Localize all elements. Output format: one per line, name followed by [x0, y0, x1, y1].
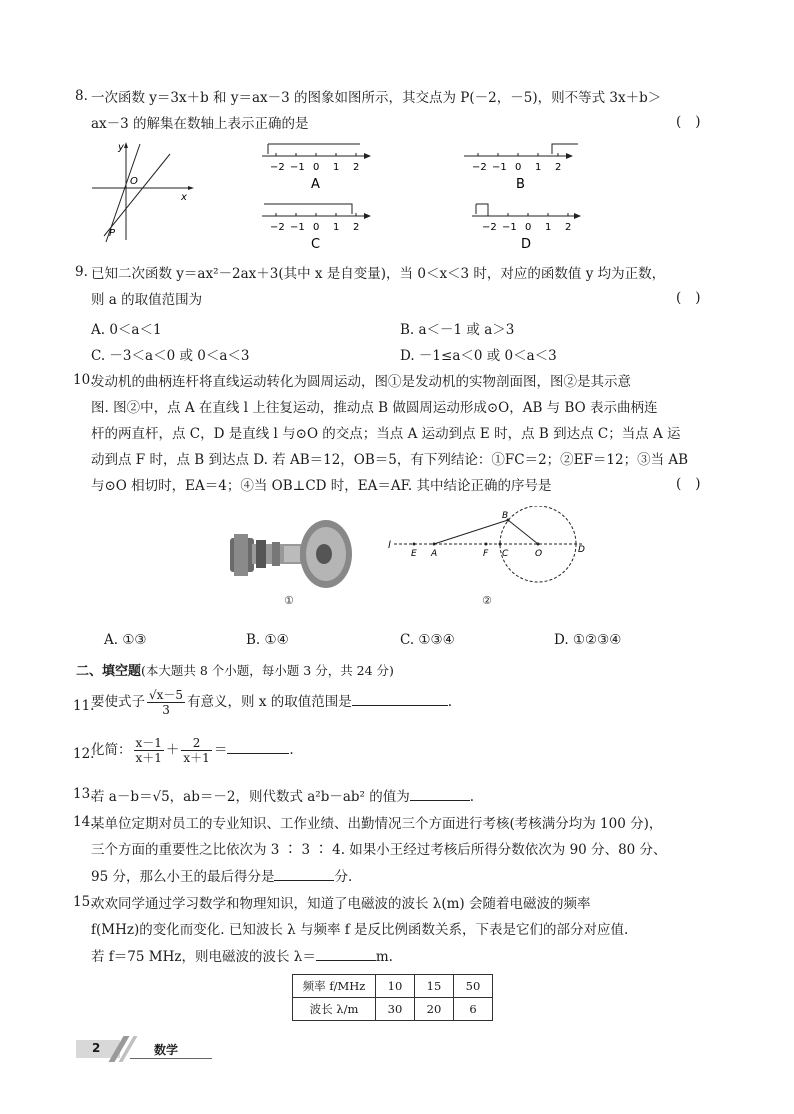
q10-text-line1: 发动机的曲柄连杆将直线运动转化为圆周运动，图①是发动机的实物剖面图，图②是其示意 — [91, 374, 631, 390]
section-title: 二、填空题 — [76, 664, 142, 679]
q13-statement: 若 a－b＝√5，ab＝－2，则代数式 a²b－ab² 的值为 — [91, 789, 410, 805]
fraction-denominator: 3 — [162, 703, 170, 717]
rod-bo — [508, 520, 538, 544]
label-a: A — [431, 549, 438, 559]
q10-number: 10. — [73, 372, 95, 388]
q10-text-line3: 杆的两直杆，点 C，D 是直线 l 与⊙O 的交点；当点 A 运动到点 E 时，点 B 到达点 C；当点 A 运 — [91, 426, 681, 442]
equals-sign: ＝ — [213, 742, 228, 758]
page-number: 2 — [92, 1041, 101, 1055]
section-note: (本大题共 8 个小题，每小题 3 分，共 24 分) — [141, 663, 394, 678]
tick-label: −2 — [270, 162, 285, 173]
table-cell: 30 — [376, 998, 415, 1021]
tick-label: −1 — [492, 162, 507, 173]
solution-ray — [476, 204, 488, 214]
q8-text-line1: 一次函数 y＝3x＋b 和 y＝ax－3 的图象如图所示，其交点为 P(－2，－5)，则不等式 3x＋b＞ — [91, 90, 662, 106]
q9-text-line1: 已知二次函数 y＝ax²－2ax＋3(其中 x 是自变量)，当 0＜x＜3 时，对应的函数值 y 均为正数， — [91, 266, 666, 282]
fraction-denominator: x＋1 — [135, 751, 162, 765]
rod-ab — [434, 520, 508, 544]
line-ax-minus-3 — [104, 154, 170, 236]
figure1-caption: ① — [284, 594, 294, 607]
q14-line3-text: 95 分，那么小王的最后得分是 — [91, 869, 275, 885]
tick-label: 2 — [565, 222, 572, 233]
q11-text — [91, 688, 452, 717]
tick-label: 2 — [353, 162, 360, 173]
q9-text-line2: 则 a 的取值范围为 — [91, 292, 203, 308]
tick-label: 0 — [313, 162, 320, 173]
label-l: l — [388, 540, 391, 551]
fraction-numerator: √x－5 — [149, 688, 184, 702]
q13-text — [91, 786, 474, 807]
label-o: O — [535, 549, 543, 559]
q15-frequency-table — [292, 974, 493, 1021]
table-row — [293, 975, 493, 998]
fraction-numerator: x－1 — [135, 736, 162, 750]
intersection-label: P — [109, 228, 116, 239]
fraction-numerator: 2 — [181, 736, 211, 751]
tick-label: 1 — [545, 222, 552, 233]
q10-text-line2: 图. 图②中，点 A 在直线 l 上往复运动，推动点 B 做圆周运动形成⊙O，AB 与 BO 表示曲柄连 — [91, 400, 658, 416]
tick-label: 2 — [353, 222, 360, 233]
table-cell: 10 — [376, 975, 415, 998]
axis-arrow-icon — [574, 213, 581, 219]
q12-number: 12. — [73, 746, 95, 762]
solution-ray — [264, 204, 352, 214]
origin-label: O — [130, 176, 138, 187]
q8-option-d-numberline — [468, 200, 588, 254]
q8-function-graph — [88, 140, 198, 244]
q15-end: m. — [375, 949, 393, 965]
table-row — [293, 998, 493, 1021]
option-letter: B — [516, 177, 525, 192]
tick-label: 0 — [313, 222, 320, 233]
q9-answer-paren: () — [676, 290, 715, 306]
table-cell: 20 — [415, 998, 454, 1021]
tick-label: 1 — [535, 162, 542, 173]
subject-label: 数学 — [154, 1043, 179, 1057]
tick-label: 1 — [333, 162, 340, 173]
q9-number: 9. — [75, 264, 88, 280]
q14-text-line1: 某单位定期对员工的专业知识、工作业绩、出勤情况三个方面进行考核(考核满分均为 100 分)， — [91, 816, 663, 832]
q13-end: . — [469, 789, 475, 805]
q10-option-b: B. ①④ — [246, 632, 289, 648]
q12-fraction-2 — [181, 736, 211, 765]
option-letter: A — [311, 177, 320, 192]
tick-label: −2 — [472, 162, 487, 173]
q10-crank-diagram — [384, 506, 594, 610]
tick-label: 0 — [525, 222, 532, 233]
q10-text-line5: 与⊙O 相切时，EA＝4；④当 OB⊥CD 时，EA＝AF. 其中结论正确的序号是 — [91, 478, 552, 494]
q10-text-line4: 动到点 F 时，点 B 到达点 D. 若 AB＝12，OB＝5，有下列结论：①FC＝2；②EF＝12；③当 AB — [91, 452, 689, 468]
q9-option-c: C. －3＜a＜0 或 0＜a＜3 — [91, 348, 250, 364]
q15-answer-blank[interactable] — [316, 946, 376, 961]
tick-label: 2 — [555, 162, 562, 173]
q13-number: 13. — [73, 786, 95, 802]
q8-number: 8. — [75, 88, 88, 104]
q11-fraction — [147, 688, 185, 717]
q11-prefix: 要使式子 — [91, 694, 145, 710]
y-axis-arrow-icon — [124, 142, 128, 148]
label-e: E — [411, 549, 417, 559]
table-cell: 6 — [454, 998, 493, 1021]
x-axis-label: x — [181, 192, 187, 203]
q10-engine-photo — [226, 510, 366, 610]
tick-label: −1 — [290, 222, 305, 233]
q15-text-line3 — [91, 946, 393, 967]
table-header-cell: 频率 f/MHz — [293, 975, 376, 998]
q8-option-c-numberline — [258, 200, 378, 254]
q14-text-line3 — [91, 866, 352, 887]
q9-option-a: A. 0＜a＜1 — [91, 322, 162, 338]
y-axis-label: y — [118, 142, 124, 153]
option-letter: D — [521, 237, 532, 252]
tick-label: −1 — [290, 162, 305, 173]
q10-option-c: C. ①③④ — [400, 632, 455, 648]
q10-option-a: A. ①③ — [104, 632, 147, 648]
table-cell: 15 — [415, 975, 454, 998]
tick-label: −2 — [482, 222, 497, 233]
q11-number: 11. — [73, 698, 95, 714]
label-d: D — [578, 545, 585, 555]
q15-number: 15. — [73, 894, 95, 910]
q11-suffix: 有意义，则 x 的取值范围是 — [187, 694, 352, 710]
tick-label: 0 — [515, 162, 522, 173]
tick-label: −2 — [270, 222, 285, 233]
q10-answer-paren: () — [676, 476, 715, 492]
q8-text-line2: ax－3 的解集在数轴上表示正确的是 — [91, 116, 309, 132]
q10-option-d: D. ①②③④ — [554, 632, 622, 648]
q8-answer-paren: () — [676, 114, 715, 130]
q14-text-line2: 三个方面的重要性之比依次为 3 ∶ 3 ∶ 4. 如果小王经过考核后所得分数依次为 90 分、80 分、 — [91, 842, 667, 858]
q15-text-line1: 欢欢同学通过学习数学和物理知识，知道了电磁波的波长 λ(m) 会随着电磁波的频率 — [91, 896, 591, 912]
q12-prefix: 化简： — [91, 742, 132, 758]
q8-option-b-numberline — [460, 140, 580, 194]
solution-ray — [552, 144, 578, 154]
label-c: C — [502, 549, 509, 559]
q12-end: . — [289, 742, 294, 758]
fraction-denominator: x＋1 — [183, 751, 210, 765]
footer-rule — [130, 1058, 212, 1059]
q9-option-b: B. a＜－1 或 a＞3 — [400, 322, 515, 338]
q14-number: 14. — [73, 814, 95, 830]
q11-end: . — [447, 694, 453, 710]
q14-end: 分. — [334, 869, 353, 885]
label-f: F — [483, 549, 489, 559]
tick-label: 1 — [333, 222, 340, 233]
q13-answer-blank[interactable] — [410, 786, 470, 801]
x-axis-arrow-icon — [188, 186, 194, 190]
option-letter: C — [311, 237, 321, 252]
axis-arrow-icon — [364, 153, 371, 159]
axis-arrow-icon — [364, 213, 371, 219]
plus-sign: ＋ — [165, 742, 180, 758]
q9-option-d: D. －1≤a＜0 或 0＜a＜3 — [400, 348, 557, 364]
label-b: B — [502, 511, 509, 521]
tick-label: −1 — [502, 222, 517, 233]
q15-line3-text: 若 f＝75 MHz，则电磁波的波长 λ＝ — [91, 949, 316, 965]
table-cell: 50 — [454, 975, 493, 998]
q12-text — [91, 736, 294, 765]
q8-option-a-numberline — [258, 140, 378, 194]
axis-arrow-icon — [566, 153, 573, 159]
section-fill-in-header — [76, 660, 394, 679]
q15-text-line2: f(MHz)的变化而变化. 已知波长 λ 与频率 f 是反比例函数关系，下表是它们的部分对应值. — [91, 922, 629, 938]
q12-fraction-1 — [134, 736, 164, 765]
table-header-cell: 波长 λ/m — [293, 998, 376, 1021]
q11-answer-blank[interactable] — [352, 691, 448, 706]
q12-answer-blank[interactable] — [227, 739, 289, 754]
figure2-caption: ② — [482, 594, 492, 607]
q14-answer-blank[interactable] — [274, 866, 334, 881]
